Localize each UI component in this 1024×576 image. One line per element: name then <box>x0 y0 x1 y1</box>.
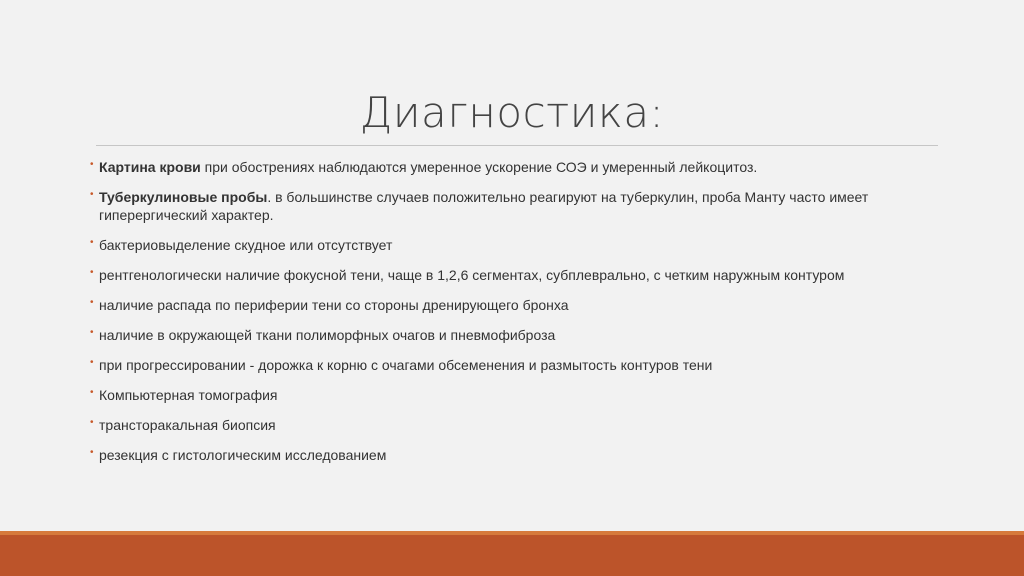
footer-accent-line <box>0 531 1024 535</box>
bullet-text: . в большинстве случаев положительно реагируют на туберкулин, проба Манту часто имеет гиперергический характер. <box>99 189 869 223</box>
bullet-item-resection <box>90 446 940 464</box>
footer-accent-bar <box>0 531 1024 576</box>
bullet-item-decay-periphery <box>90 296 940 314</box>
bullet-text: наличие в окружающей ткани полиморфных очагов и пневмофиброза <box>99 327 556 343</box>
bullet-icon: • <box>90 297 94 308</box>
bullet-icon: • <box>90 327 94 338</box>
bullet-text: трансторакальная биопсия <box>99 417 276 433</box>
bullet-icon: • <box>90 189 94 200</box>
bullet-item-transthoracic-biopsy <box>90 416 940 434</box>
bullet-bold-label: Туберкулиновые пробы <box>99 189 268 205</box>
bullet-text: при обострениях наблюдаются умеренное ускорение СОЭ и умеренный лейкоцитоз. <box>200 159 758 175</box>
bullet-item-progression <box>90 356 940 374</box>
bullet-text: бактериовыделение скудное или отсутствует <box>99 237 393 253</box>
bullet-icon: • <box>90 417 94 428</box>
bullet-icon: • <box>90 267 94 278</box>
bullet-text: Компьютерная томография <box>99 387 278 403</box>
bullet-text: при прогрессировании - дорожка к корню с очагами обсеменения и размытость контуров тени <box>99 357 713 373</box>
title-divider <box>96 145 938 146</box>
bullet-icon: • <box>90 159 94 170</box>
bullet-icon: • <box>90 447 94 458</box>
bullet-item-bacterial-excretion <box>90 236 940 254</box>
bullet-icon: • <box>90 387 94 398</box>
bullet-text: резекция с гистологическим исследованием <box>99 447 387 463</box>
bullet-icon: • <box>90 237 94 248</box>
slide-title: Диагностика: <box>359 88 665 137</box>
bullet-item-xray-focal-shadow <box>90 266 940 284</box>
bullet-list <box>90 158 940 476</box>
bullet-item-ct <box>90 386 940 404</box>
bullet-text: наличие распада по периферии тени со стороны дренирующего бронха <box>99 297 569 313</box>
bullet-icon: • <box>90 357 94 368</box>
bullet-text: рентгенологически наличие фокусной тени, чаще в 1,2,6 сегментах, субплеврально, с четким наружным контуром <box>99 267 845 283</box>
bullet-item-polymorphic-foci <box>90 326 940 344</box>
bullet-item-blood-picture <box>90 158 940 176</box>
bullet-bold-label: Картина крови <box>99 159 201 175</box>
bullet-item-tuberculin-tests <box>90 188 940 224</box>
